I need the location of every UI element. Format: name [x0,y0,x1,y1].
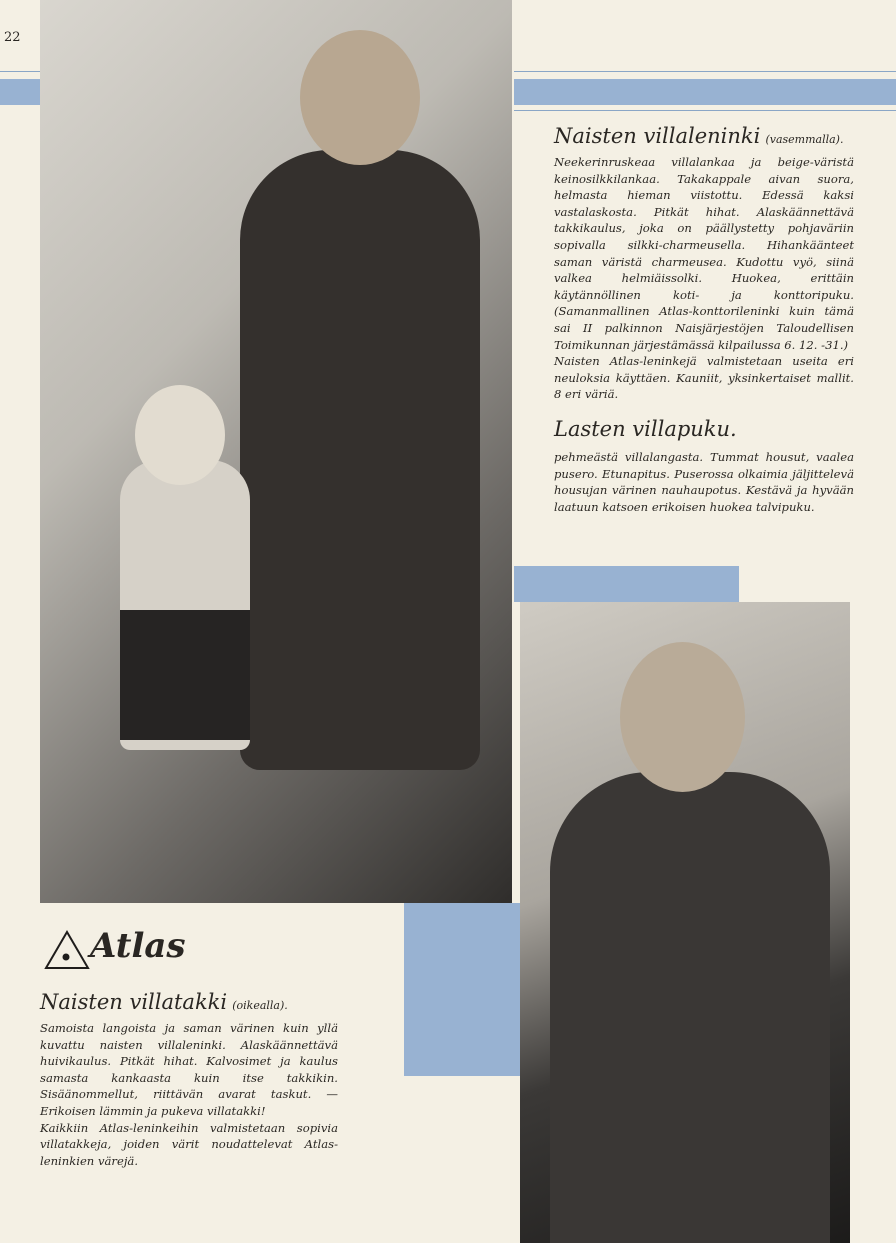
jacket-figure [550,772,830,1243]
top-rule-lower [514,110,896,111]
womens-dress-body: Neekerinruskeaa villalankaa ja beige-väristä keinosilkkilankaa. Takakappale aivan suora, helmasta hieman viistottu. Edessä kaksi vastalaskosta. Pitkät hihat. Alaskäännettävä takkikaulus, joka on päällystetty pohjaväriin sopivalla silkki-charmeusella. Hihankäänteet saman väristä charmeusea. Kudottu vyö, siinä valkea helmiäissolki. Huokea, erittäin käytännöllinen koti- ja konttoripuku. (Samanmallinen Atlas-konttorileninki kuin tämä sai II palkinnon Naisjärjestöjen Taloudellisen Toimikunnan järjestämässä kilpailussa 6. 12. -31.) [554,155,854,352]
center-blue-block [404,903,520,1076]
photo-woman-and-child [40,0,512,903]
womens-dress-body-2: Naisten Atlas-leninkejä valmistetaan useita eri neuloksia käyttäen. Kauniit, yksinkertaiset mallit. 8 eri väriä. [554,354,854,402]
womens-dress-title: Naisten villaleninki [554,124,761,148]
woman-head [300,30,420,165]
triangle-logo-icon [44,930,90,970]
atlas-logo [44,928,204,974]
womens-jacket-section [40,990,338,1169]
logo-text: Atlas [90,926,186,966]
top-rule [0,71,40,72]
child-head [135,385,225,485]
childs-suit-title: Lasten villapuku. [554,416,737,441]
womens-dress-note: (vasemmalla). [765,133,844,146]
top-blue-band-right [514,79,896,105]
top-blue-band-left [0,79,40,105]
womens-jacket-body-2: Kaikkiin Atlas-leninkeihin valmistetaan sopivia villatakkeja, joiden värit noudattelevat Atlas-leninkien värejä. [40,1120,338,1168]
right-blue-block [514,566,739,602]
womens-jacket-title: Naisten villatakki [40,990,228,1014]
womens-jacket-body: Samoista langoista ja saman värinen kuin yllä kuvattu naisten villaleninki. Alaskäännettävä huivikaulus. Pitkät hihat. Kalvosimet ja kaulus samasta kankaasta kuin itse takkikin. Sisäänommellut, riittävän avarat taskut. — Erikoisen lämmin ja pukeva villatakki! [40,1021,338,1118]
top-rule-right [514,71,896,72]
child-shorts [120,610,250,740]
womens-jacket-note: (oikealla). [232,999,288,1012]
page-number: 22 [4,30,21,45]
childs-suit-body: pehmeästä villalangasta. Tummat housut, vaalea pusero. Etunapitus. Puserossa olkaimia jäljittelevä housujan värinen nauhaupotus. Kestävä ja hyvään laatuun katsoen erikoisen huokea talvipuku. [554,449,854,514]
jacket-woman-head [620,642,745,792]
woman-figure [240,150,480,770]
photo-woman-jacket [520,602,850,1243]
womens-dress-section [554,124,854,515]
